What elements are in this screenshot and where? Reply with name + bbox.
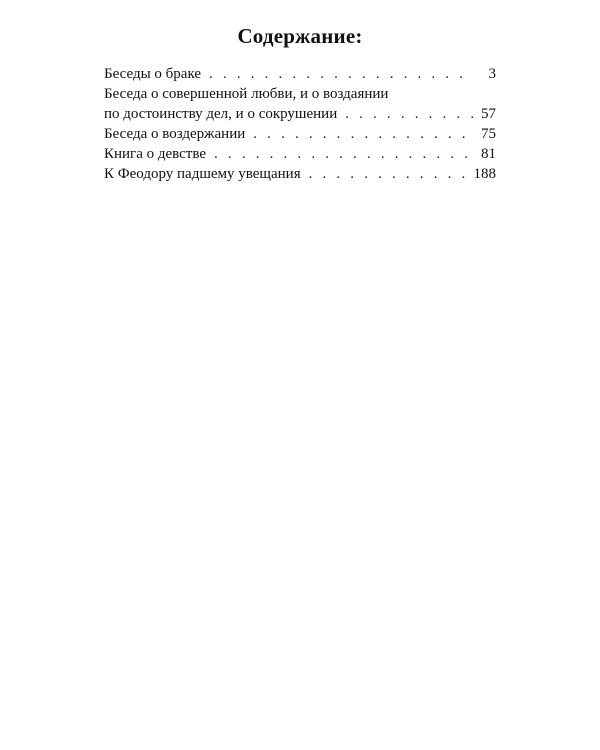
toc-page-number: 188 xyxy=(473,166,496,182)
dot-leader xyxy=(253,124,474,144)
toc-page-number: 81 xyxy=(481,146,496,162)
toc-entry xyxy=(104,64,496,84)
toc-entry xyxy=(104,84,496,124)
table-of-contents xyxy=(104,64,496,184)
toc-entry-line xyxy=(104,124,496,144)
toc-entry-title: Беседы о браке xyxy=(104,66,202,82)
toc-entry-line xyxy=(104,164,496,184)
dot-leader xyxy=(209,64,474,84)
toc-entry xyxy=(104,144,496,164)
toc-entry-title: Книга о девстве xyxy=(104,146,207,162)
toc-entry-line xyxy=(104,104,496,124)
toc-entry-line xyxy=(104,84,496,104)
toc-entry xyxy=(104,164,496,184)
toc-page-number: 3 xyxy=(488,66,496,82)
toc-page-number: 75 xyxy=(481,126,496,142)
toc-title: Содержание: xyxy=(237,24,363,48)
dot-leader xyxy=(214,144,474,164)
toc-entry-line xyxy=(104,64,496,84)
toc-entry-title: Беседа о совершенной любви, и о воздаянии xyxy=(104,86,389,102)
toc-entry-title: К Феодору падшему увещания xyxy=(104,166,301,182)
dot-leader xyxy=(309,164,468,184)
toc-entry-title-continuation: по достоинству дел, и о сокрушении xyxy=(104,106,338,122)
toc-entry xyxy=(104,124,496,144)
toc-entry-line xyxy=(104,144,496,164)
toc-page-number: 57 xyxy=(481,106,496,122)
toc-entry-title: Беседа о воздержании xyxy=(104,126,246,142)
dot-leader xyxy=(345,104,474,124)
